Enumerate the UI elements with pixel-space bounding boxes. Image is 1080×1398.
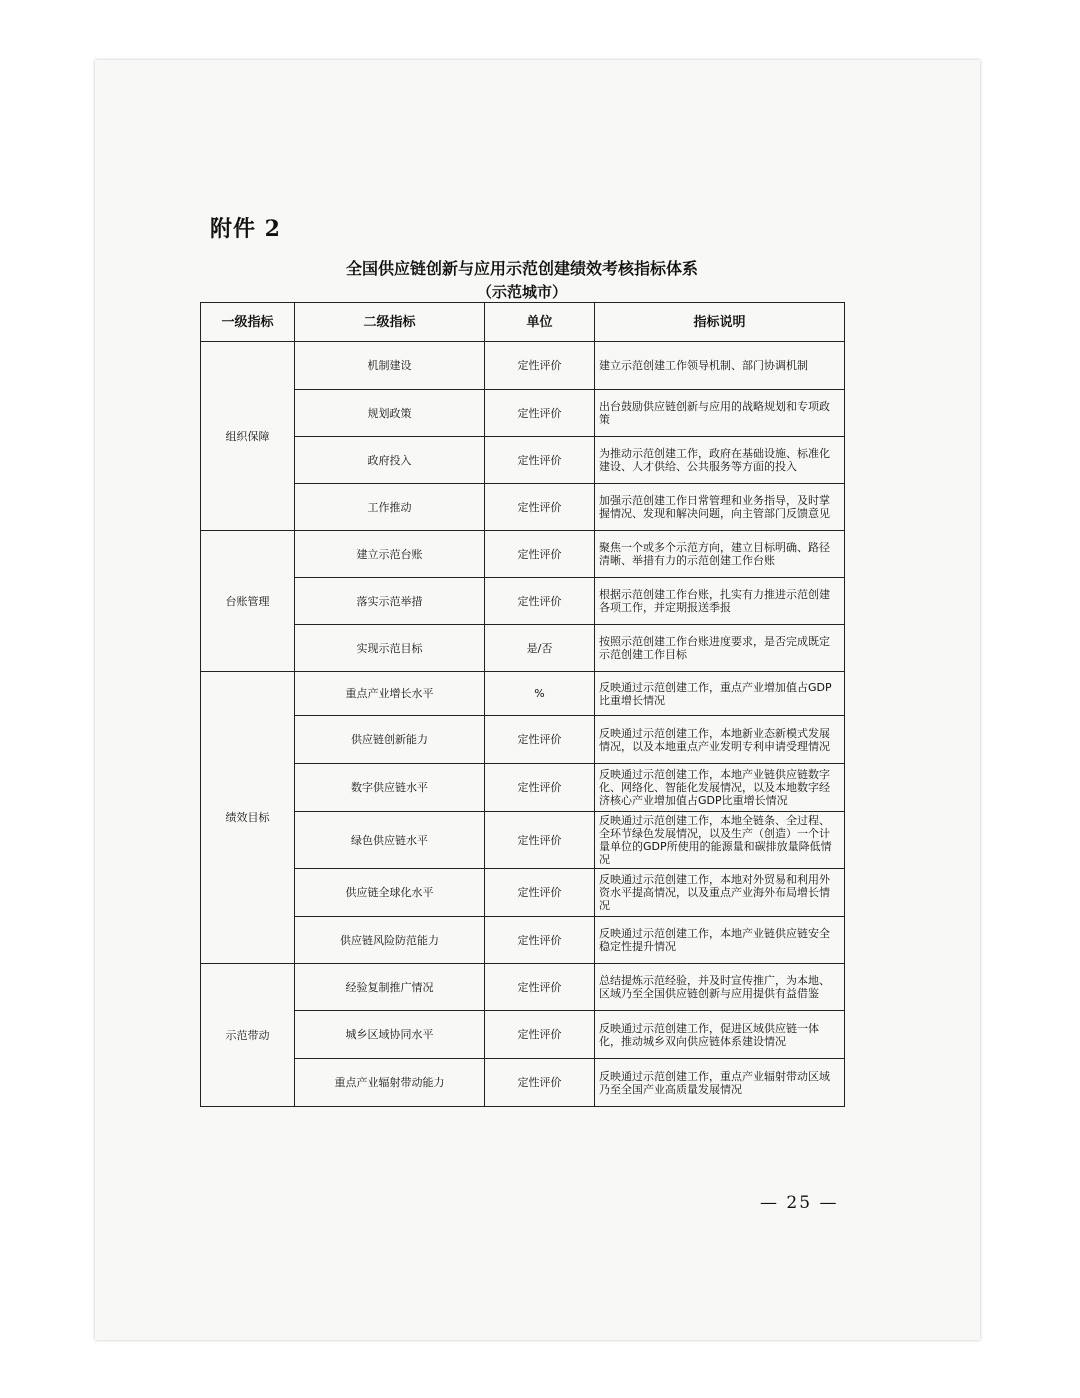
table-row bbox=[201, 917, 845, 964]
description-cell: 反映通过示范创建工作，促进区域供应链一体化，推动城乡双向供应链体系建设情况 bbox=[595, 1011, 845, 1059]
table-row bbox=[201, 869, 845, 917]
unit-cell: 定性评价 bbox=[485, 1011, 595, 1059]
table-row bbox=[201, 437, 845, 484]
description-cell: 反映通过示范创建工作，本地对外贸易和利用外资水平提高情况，以及重点产业海外布局增长情况 bbox=[595, 869, 845, 917]
table-header-row bbox=[201, 303, 845, 342]
header-level1: 一级指标 bbox=[201, 303, 295, 342]
level2-indicator-cell: 重点产业增长水平 bbox=[295, 672, 485, 716]
level2-indicator-cell: 机制建设 bbox=[295, 342, 485, 390]
description-cell: 反映通过示范创建工作，本地产业链供应链数字化、网络化、智能化发展情况，以及本地数字经济核心产业增加值占GDP比重增长情况 bbox=[595, 764, 845, 812]
description-cell: 聚焦一个或多个示范方向，建立目标明确、路径清晰、举措有力的示范创建工作台账 bbox=[595, 531, 845, 578]
description-cell: 出台鼓励供应链创新与应用的战略规划和专项政策 bbox=[595, 390, 845, 437]
description-cell: 为推动示范创建工作，政府在基础设施、标准化建设、人才供给、公共服务等方面的投入 bbox=[595, 437, 845, 484]
description-cell: 总结提炼示范经验，并及时宣传推广，为本地、区域乃至全国供应链创新与应用提供有益借鉴 bbox=[595, 964, 845, 1011]
unit-cell: 定性评价 bbox=[485, 964, 595, 1011]
table-row bbox=[201, 716, 845, 764]
table-row bbox=[201, 964, 845, 1011]
table-row bbox=[201, 342, 845, 390]
table-title: 全国供应链创新与应用示范创建绩效考核指标体系 bbox=[345, 259, 698, 278]
description-cell: 建立示范创建工作领导机制、部门协调机制 bbox=[595, 342, 845, 390]
table-row bbox=[201, 625, 845, 672]
header-description: 指标说明 bbox=[595, 303, 845, 342]
description-cell: 反映通过示范创建工作，本地新业态新模式发展情况，以及本地重点产业发明专利申请受理情况 bbox=[595, 716, 845, 764]
unit-cell: 定性评价 bbox=[485, 917, 595, 964]
attachment-label: 附件 2 bbox=[210, 216, 281, 242]
level2-indicator-cell: 供应链全球化水平 bbox=[295, 869, 485, 917]
table-row bbox=[201, 578, 845, 625]
level2-indicator-cell: 经验复制推广情况 bbox=[295, 964, 485, 1011]
description-cell: 反映通过示范创建工作，重点产业增加值占GDP比重增长情况 bbox=[595, 672, 845, 716]
unit-cell: % bbox=[485, 672, 595, 716]
description-cell: 按照示范创建工作台账进度要求，是否完成既定示范创建工作目标 bbox=[595, 625, 845, 672]
unit-cell: 定性评价 bbox=[485, 437, 595, 484]
unit-cell: 定性评价 bbox=[485, 578, 595, 625]
unit-cell: 定性评价 bbox=[485, 764, 595, 812]
level2-indicator-cell: 城乡区域协同水平 bbox=[295, 1011, 485, 1059]
level2-indicator-cell: 政府投入 bbox=[295, 437, 485, 484]
unit-cell: 是/否 bbox=[485, 625, 595, 672]
unit-cell: 定性评价 bbox=[485, 1059, 595, 1107]
table-subtitle: （示范城市） bbox=[476, 283, 567, 301]
header-level2: 二级指标 bbox=[295, 303, 485, 342]
level1-indicator-cell: 组织保障 bbox=[201, 342, 295, 531]
level2-indicator-cell: 建立示范台账 bbox=[295, 531, 485, 578]
table-row bbox=[201, 764, 845, 812]
description-cell: 反映通过示范创建工作，本地产业链供应链安全稳定性提升情况 bbox=[595, 917, 845, 964]
level2-indicator-cell: 重点产业辐射带动能力 bbox=[295, 1059, 485, 1107]
level1-indicator-cell: 示范带动 bbox=[201, 964, 295, 1107]
table-row bbox=[201, 1011, 845, 1059]
unit-cell: 定性评价 bbox=[485, 484, 595, 531]
table-row bbox=[201, 812, 845, 869]
description-cell: 加强示范创建工作日常管理和业务指导，及时掌握情况、发现和解决问题，向主管部门反馈意见 bbox=[595, 484, 845, 531]
page-number: — 25 — bbox=[760, 1193, 839, 1213]
level2-indicator-cell: 绿色供应链水平 bbox=[295, 812, 485, 869]
description-cell: 根据示范创建工作台账，扎实有力推进示范创建各项工作，并定期报送季报 bbox=[595, 578, 845, 625]
level1-indicator-cell: 台账管理 bbox=[201, 531, 295, 672]
unit-cell: 定性评价 bbox=[485, 342, 595, 390]
unit-cell: 定性评价 bbox=[485, 390, 595, 437]
level2-indicator-cell: 供应链风险防范能力 bbox=[295, 917, 485, 964]
indicator-table bbox=[200, 302, 845, 1107]
table-row bbox=[201, 672, 845, 716]
level2-indicator-cell: 规划政策 bbox=[295, 390, 485, 437]
unit-cell: 定性评价 bbox=[485, 869, 595, 917]
unit-cell: 定性评价 bbox=[485, 531, 595, 578]
table-row bbox=[201, 390, 845, 437]
level2-indicator-cell: 数字供应链水平 bbox=[295, 764, 485, 812]
unit-cell: 定性评价 bbox=[485, 812, 595, 869]
unit-cell: 定性评价 bbox=[485, 716, 595, 764]
level2-indicator-cell: 落实示范举措 bbox=[295, 578, 485, 625]
description-cell: 反映通过示范创建工作，本地全链条、全过程、全环节绿色发展情况，以及生产（创造）一个计量单位的GDP所使用的能源量和碳排放量降低情况 bbox=[595, 812, 845, 869]
table-body bbox=[201, 342, 845, 1107]
table-row bbox=[201, 1059, 845, 1107]
description-cell: 反映通过示范创建工作，重点产业辐射带动区域乃至全国产业高质量发展情况 bbox=[595, 1059, 845, 1107]
table-row bbox=[201, 484, 845, 531]
level2-indicator-cell: 工作推动 bbox=[295, 484, 485, 531]
level2-indicator-cell: 供应链创新能力 bbox=[295, 716, 485, 764]
table-row bbox=[201, 531, 845, 578]
level1-indicator-cell: 绩效目标 bbox=[201, 672, 295, 964]
header-unit: 单位 bbox=[485, 303, 595, 342]
level2-indicator-cell: 实现示范目标 bbox=[295, 625, 485, 672]
